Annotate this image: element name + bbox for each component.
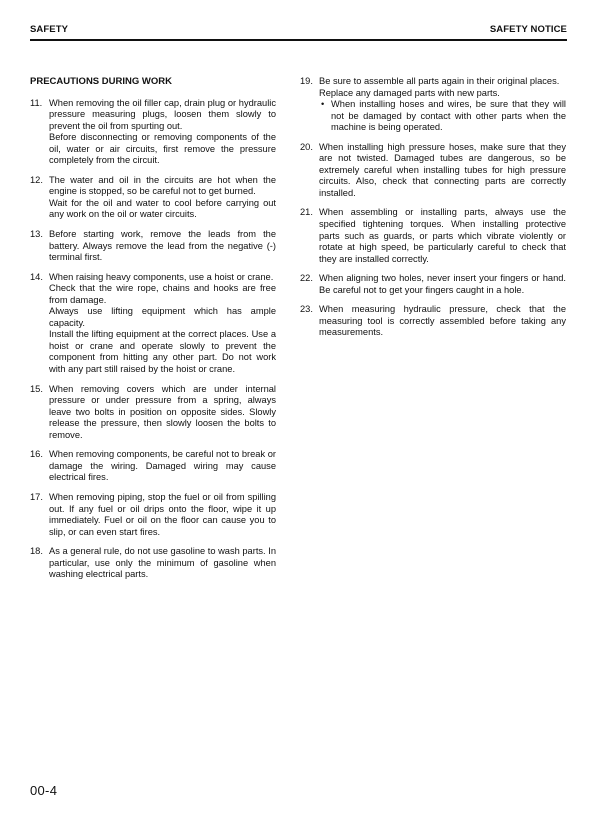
item-paragraph: When removing covers which are under internal pressure or under pressure from a spring, always leave two bolts in position on opposite sides. Slowly release the pressure, then slowly loosen the bolts to remove. [49, 383, 276, 440]
item-number: 20. [300, 141, 313, 152]
item-paragraph: When raising heavy components, use a hoist or crane. [49, 271, 274, 282]
item-paragraph: Before disconnecting or removing components of the oil, water or air circuits, first remove the pressure completely from the circuit. [49, 132, 276, 166]
item-paragraph: When measuring hydraulic pressure, check that the measuring tool is correctly assembled before taking any measurements. [319, 304, 566, 338]
item-number: 11. [30, 97, 43, 108]
bullet-text: When installing hoses and wires, be sure that they will not be damaged by contact with other parts when the machine is being operated. [331, 99, 566, 133]
item-paragraph: When assembling or installing parts, always use the specified tightening torques. When installing protective parts such as guards, or parts which vibrate violently or rotate at high speed, be particularly careful to check that they are installed correctly. [319, 207, 566, 264]
bullet-point [319, 99, 566, 134]
safety-item [300, 273, 566, 296]
right-column [300, 76, 566, 347]
item-paragraph: When removing piping, stop the fuel or oil from spilling out. If any fuel or oil drips onto the floor, wipe it up immediately. Fuel or oil on the floor can cause you to slip, or can even start fires. [49, 491, 276, 537]
safety-item [30, 98, 276, 167]
item-number: 18. [30, 546, 43, 557]
item-paragraph: Replace any damaged parts with new parts. [319, 87, 500, 98]
safety-item [30, 492, 276, 538]
item-number: 17. [30, 491, 43, 502]
safety-item [300, 304, 566, 339]
item-number: 19. [300, 76, 313, 86]
item-paragraph: Always use lifting equipment which has ample capacity. [49, 306, 276, 328]
item-paragraph: When removing components, be careful not to break or damage the wiring. Damaged wiring may cause electrical fires. [49, 449, 276, 483]
bullet-icon: • [321, 99, 325, 110]
item-paragraph: As a general rule, do not use gasoline to wash parts. In particular, use only the minimum of gasoline when washing electrical parts. [49, 546, 276, 580]
item-number: 12. [30, 174, 43, 185]
header-section-label: SAFETY [30, 24, 69, 35]
item-number: 22. [300, 273, 313, 284]
item-number: 14. [30, 271, 43, 282]
item-paragraph: Check that the wire rope, chains and hooks are free from damage. [49, 283, 276, 305]
item-number: 16. [30, 449, 43, 460]
item-number: 21. [300, 207, 313, 218]
item-paragraph: Be sure to assemble all parts again in their original places. [319, 76, 560, 86]
safety-item [300, 142, 566, 200]
section-title: PRECAUTIONS DURING WORK [30, 76, 172, 87]
safety-item [30, 384, 276, 442]
header-divider [30, 39, 567, 41]
item-paragraph: When removing the oil filler cap, drain plug or hydraulic pressure measuring plugs, loosen them slowly to prevent the oil from spurting out. [49, 97, 276, 131]
item-number: 23. [300, 304, 313, 315]
header-page-topic: SAFETY NOTICE [489, 24, 567, 35]
safety-item [30, 229, 276, 264]
left-column [30, 76, 276, 589]
safety-item [30, 175, 276, 221]
page-number: 00-4 [30, 783, 58, 798]
item-paragraph: When aligning two holes, never insert your fingers or hand. Be careful not to get your fingers caught in a hole. [319, 273, 566, 295]
safety-item [30, 272, 276, 376]
safety-item [300, 76, 566, 134]
item-paragraph: The water and oil in the circuits are hot when the engine is stopped, so be careful not to get burned. [49, 174, 276, 197]
item-paragraph: Before starting work, remove the leads from the battery. Always remove the lead from the negative (-) terminal first. [49, 229, 276, 263]
right-item-list [300, 76, 566, 339]
safety-item [30, 546, 276, 581]
item-number: 15. [30, 383, 43, 394]
item-number: 13. [30, 229, 43, 240]
item-paragraph: When installing high pressure hoses, make sure that they are not twisted. Damaged tubes are dangerous, so be extremely careful when installing tubes for high pressure circuits. Also, check that connecting parts are correctly installed. [319, 141, 566, 198]
safety-item [300, 207, 566, 265]
left-item-list [30, 98, 276, 581]
item-paragraph: Install the lifting equipment at the correct places. Use a hoist or crane and operate slowly to prevent the component from hitting any other part. Do not work with any part still raised by the hoist or crane. [49, 329, 276, 375]
safety-item [30, 449, 276, 484]
item-paragraph: Wait for the oil and water to cool before carrying out any work on the oil or water circuits. [49, 197, 276, 220]
